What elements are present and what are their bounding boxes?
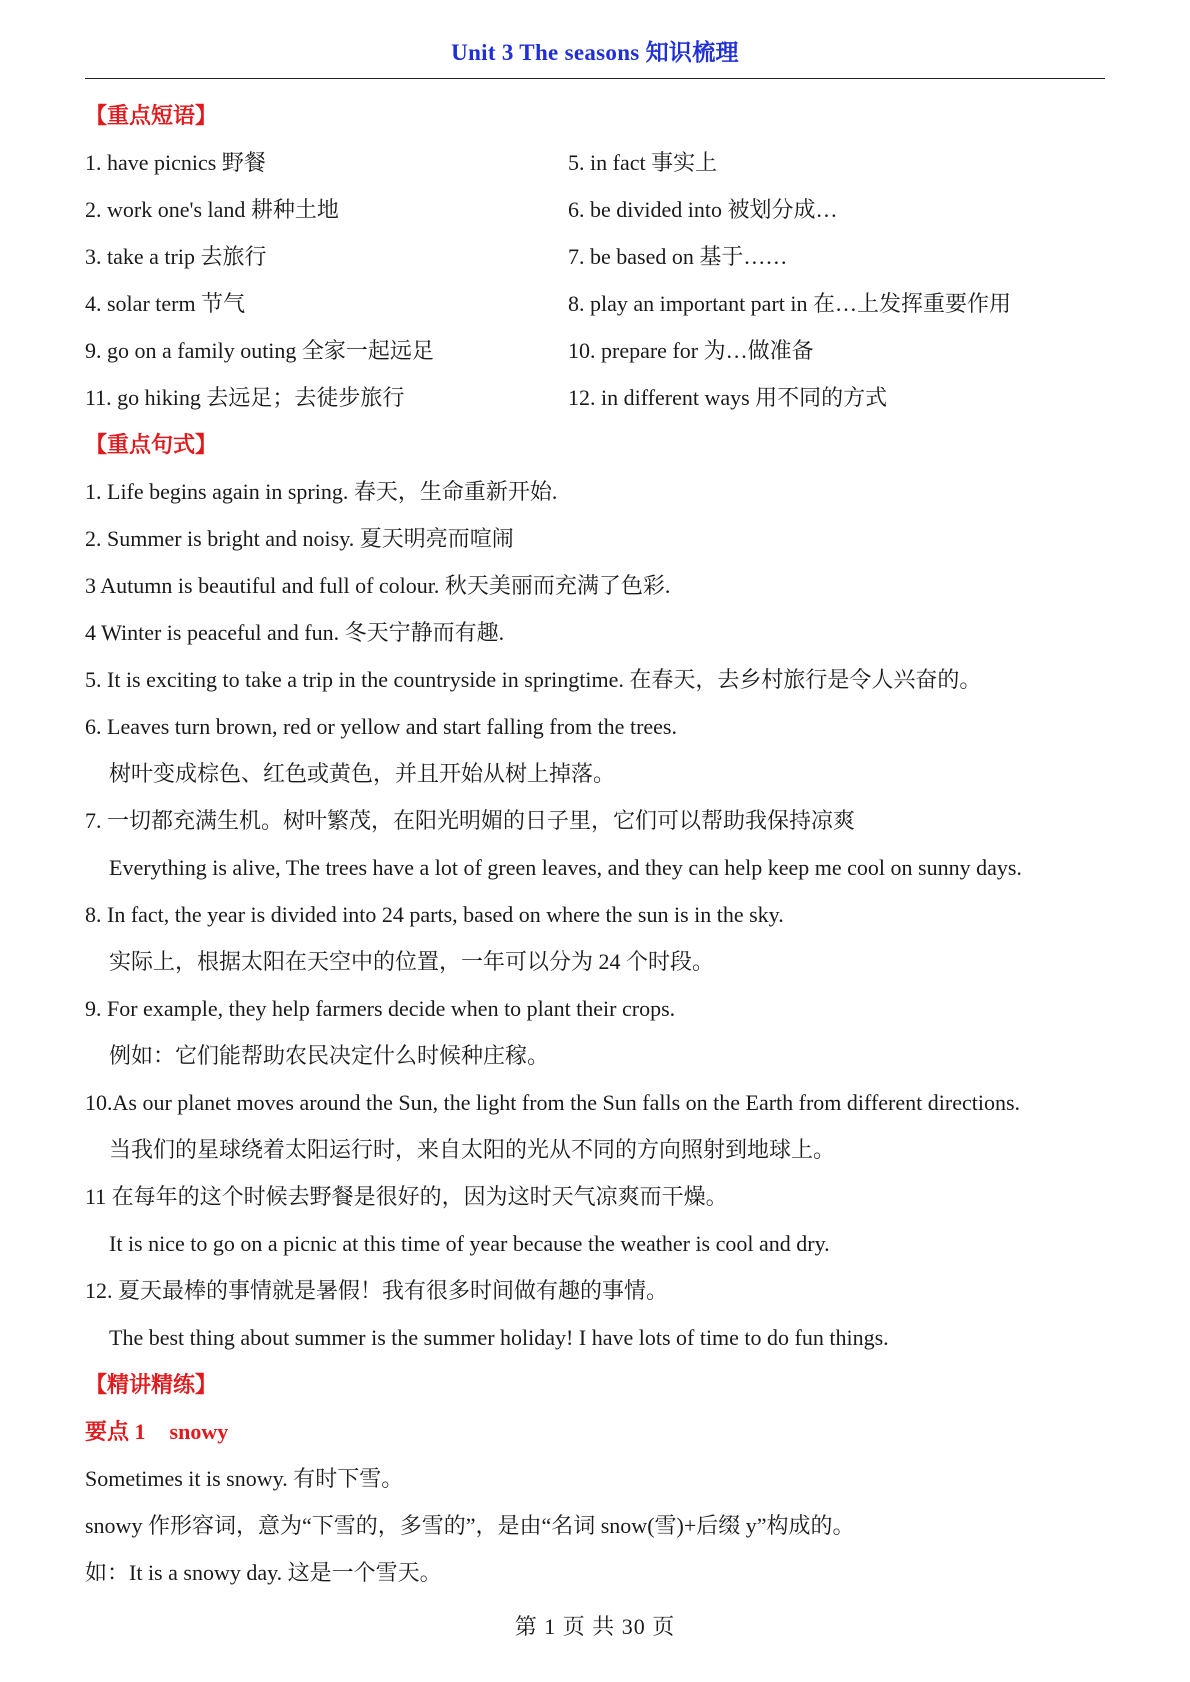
sentence-item: 8. In fact, the year is divided into 24 parts, based on where the sun is in the sky.: [85, 902, 784, 927]
phrase-row: [85, 280, 1110, 327]
sentence-item: 9. For example, they help farmers decide when to plant their crops.: [85, 996, 676, 1021]
keypoint-label: 要点 1: [85, 1419, 146, 1444]
sentences-list: [85, 468, 1110, 1361]
phrase-item: 11. go hiking 去远足；去徒步旅行: [85, 385, 405, 410]
sentence-item: 6. Leaves turn brown, red or yellow and start falling from the trees.: [85, 714, 677, 739]
sentence-translation: 实际上，根据太阳在天空中的位置，一年可以分为 24 个时段。: [109, 949, 715, 974]
phrases-section-title: 【重点短语】: [85, 103, 218, 128]
page-number: 第 1 页 共 30 页: [514, 1614, 676, 1639]
phrase-item: 8. play an important part in 在…上发挥重要作用: [568, 291, 1011, 316]
practice-line: snowy 作形容词，意为“下雪的，多雪的”，是由“名词 snow(雪)+后缀 y”构成的。: [85, 1513, 855, 1538]
practice-line: Sometimes it is snowy. 有时下雪。: [85, 1466, 404, 1491]
phrase-row: [85, 374, 1110, 421]
sentence-translation: 例如：它们能帮助农民决定什么时候种庄稼。: [109, 1043, 550, 1068]
phrase-item: 2. work one's land 耕种土地: [85, 197, 339, 222]
sentence-item: 11 在每年的这个时候去野餐是很好的，因为这时天气凉爽而干燥。: [85, 1184, 728, 1209]
practice-lines: [85, 1455, 1110, 1596]
practice-line: 如：It is a snowy day. 这是一个雪天。: [85, 1560, 442, 1585]
sentence-translation: It is nice to go on a picnic at this time of year because the weather is cool and dry.: [109, 1231, 830, 1256]
phrase-item: 12. in different ways 用不同的方式: [568, 385, 888, 410]
phrase-item: 4. solar term 节气: [85, 291, 246, 316]
phrase-row: [85, 327, 1110, 374]
sentences-section-title: 【重点句式】: [85, 432, 218, 457]
sentence-item: 4 Winter is peaceful and fun. 冬天宁静而有趣.: [85, 620, 505, 645]
phrase-row: [85, 139, 1110, 186]
sentence-translation: 当我们的星球绕着太阳运行时，来自太阳的光从不同的方向照射到地球上。: [109, 1137, 836, 1162]
phrase-item: 10. prepare for 为…做准备: [568, 338, 814, 363]
phrase-item: 3. take a trip 去旅行: [85, 244, 267, 269]
document-body: [85, 92, 1110, 1596]
header-divider: [85, 78, 1105, 79]
sentence-item: 2. Summer is bright and noisy. 夏天明亮而喧闹: [85, 526, 514, 551]
phrases-list: [85, 139, 1110, 421]
phrase-item: 9. go on a family outing 全家一起远足: [85, 338, 434, 363]
sentence-translation: 树叶变成棕色、红色或黄色，并且开始从树上掉落。: [109, 761, 616, 786]
sentence-item: 3 Autumn is beautiful and full of colour. 秋天美丽而充满了色彩.: [85, 573, 671, 598]
phrase-item: 1. have picnics 野餐: [85, 150, 266, 175]
phrase-row: [85, 186, 1110, 233]
keypoint-heading: [85, 1408, 1110, 1455]
document-title: Unit 3 The seasons 知识梳理: [451, 40, 739, 65]
sentence-item: 12. 夏天最棒的事情就是暑假！我有很多时间做有趣的事情。: [85, 1278, 669, 1303]
practice-section-title: 【精讲精练】: [85, 1372, 218, 1397]
phrase-item: 6. be divided into 被划分成…: [568, 197, 838, 222]
phrase-row: [85, 233, 1110, 280]
sentence-item: 10.As our planet moves around the Sun, the light from the Sun falls on the Earth from different directions.: [85, 1090, 1021, 1115]
phrase-item: 7. be based on 基于……: [568, 244, 788, 269]
sentence-translation: Everything is alive, The trees have a lot of green leaves, and they can help keep me cool on sunny days.: [109, 855, 1022, 880]
sentence-translation: The best thing about summer is the summer holiday! I have lots of time to do fun things.: [109, 1325, 889, 1350]
sentence-item: 1. Life begins again in spring. 春天，生命重新开始.: [85, 479, 558, 504]
keypoint-word: snowy: [169, 1419, 229, 1444]
sentence-item: 5. It is exciting to take a trip in the countryside in springtime. 在春天，去乡村旅行是令人兴奋的。: [85, 667, 982, 692]
sentence-item: 7. 一切都充满生机。树叶繁茂，在阳光明媚的日子里，它们可以帮助我保持凉爽: [85, 808, 856, 833]
phrase-item: 5. in fact 事实上: [568, 150, 718, 175]
